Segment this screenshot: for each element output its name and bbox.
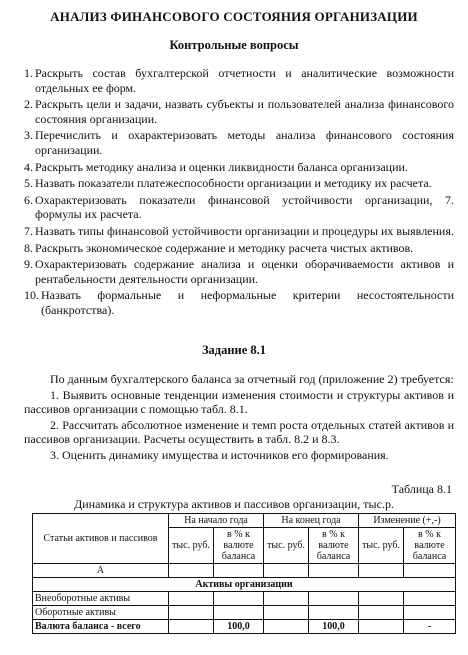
task-title: Задание 8.1 (201, 343, 267, 357)
document-title: АНАЛИЗ ФИНАНСОВОГО СОСТОЯНИЯ ОРГАНИЗАЦИИ (50, 9, 418, 24)
question-item (24, 257, 454, 286)
question-text: Назвать типы финансовой устойчивости организации и процедуры их выявления. (35, 223, 454, 238)
question-text: Раскрыть цели и задачи, назвать субъекты и пользователей анализа финансового состояния организации. (35, 97, 454, 126)
section-assets: Активы организации (33, 578, 456, 592)
section-subtitle: Контрольные вопросы (169, 38, 299, 52)
question-number: 6. (24, 192, 33, 207)
header-start-of-year: На начало года (169, 514, 264, 528)
question-number: 10. (24, 288, 39, 303)
table-row (33, 606, 456, 620)
question-number: 5. (24, 176, 33, 191)
cell-change-pct: - (404, 620, 456, 634)
subheader-pct: в % к валюте баланса (214, 528, 264, 564)
question-text: Охарактеризовать показатели финансовой устойчивости организации, 7. формулы их расчета. (35, 192, 454, 222)
cell-start-pct: 100,0 (214, 620, 264, 634)
question-number: 3. (24, 128, 33, 143)
row-label: Валюта баланса - всего (33, 620, 169, 634)
table-section-row (33, 578, 456, 592)
subheader-rub: тыс. руб. (169, 528, 214, 564)
question-number: 1. (24, 66, 33, 80)
question-item (24, 193, 454, 222)
cell-end-pct: 100,0 (309, 620, 359, 634)
subheader-pct: в % к валюте баланса (404, 528, 456, 564)
questions-list (24, 66, 454, 320)
subheader-pct: в % к валюте баланса (309, 528, 359, 564)
letter-cell: А (33, 564, 169, 578)
cell-start-pct (214, 592, 264, 606)
table-total-row (33, 620, 456, 634)
question-text: Назвать формальные и неформальные критерии несостоятельности (банкротства). (41, 288, 454, 317)
header-end-of-year: На конец года (264, 514, 359, 528)
question-number: 9. (24, 257, 33, 272)
question-item (24, 128, 454, 157)
question-number: 2. (24, 97, 33, 112)
question-item (24, 241, 454, 256)
cell-start-pct (214, 606, 264, 620)
question-number: 7. (24, 223, 33, 238)
question-text: Охарактеризовать содержание анализа и оценки оборачиваемости активов и рентабельности деятельности организации. (35, 257, 454, 286)
question-text: Раскрыть состав бухгалтерской отчетности и аналитические возможности отдельных ее форм. (35, 66, 454, 95)
table-header-row (33, 514, 456, 528)
row-label: Внеоборотные активы (33, 592, 169, 606)
question-item (24, 176, 454, 191)
header-change: Изменение (+,-) (359, 514, 456, 528)
question-text: Перечислить и охарактеризовать методы анализа финансового состояния организации. (35, 128, 454, 157)
task-paragraph: 2. Рассчитать абсолютное изменение и темп роста отдельных статей активов и пассивов организации. Расчеты осуществить в табл. 8.2 и 8.3. (24, 417, 454, 447)
cell-end-pct (309, 592, 359, 606)
cell-change-pct (404, 592, 456, 606)
question-item (24, 288, 454, 317)
cell-change-pct (404, 606, 456, 620)
question-item (24, 224, 454, 239)
question-text: Назвать показатели платежеспособности организации и методику их расчета. (35, 176, 432, 191)
question-text: Раскрыть экономическое содержание и методику расчета чистых активов. (35, 240, 414, 255)
task-paragraph: 3. Оценить динамику имущества и источников его формирования. (50, 447, 389, 462)
header-items: Статьи активов и пассивов (33, 514, 169, 564)
task-paragraph: 1. Выявить основные тенденции изменения стоимости и структуры активов и пассивов организации с помощью табл. 8.1. (24, 387, 454, 417)
question-number: 4. (24, 159, 33, 174)
cell-end-pct (309, 606, 359, 620)
table-caption: Динамика и структура активов и пассивов организации, тыс.р. (74, 497, 394, 511)
table-letter-row (33, 564, 456, 578)
table-row (33, 592, 456, 606)
question-item (24, 66, 454, 95)
question-text: Раскрыть методику анализа и оценки ликвидности баланса организации. (35, 159, 408, 174)
table-number: Таблица 8.1 (391, 482, 452, 496)
question-item (24, 160, 454, 175)
task-body (24, 372, 454, 464)
subheader-rub: тыс. руб. (264, 528, 309, 564)
row-label: Оборотные активы (33, 606, 169, 620)
question-item (24, 97, 454, 126)
task-paragraph: По данным бухгалтерского баланса за отчетный год (приложение 2) требуется: (50, 372, 454, 386)
question-number: 8. (24, 240, 33, 255)
subheader-rub: тыс. руб. (359, 528, 404, 564)
financial-table (32, 513, 456, 634)
